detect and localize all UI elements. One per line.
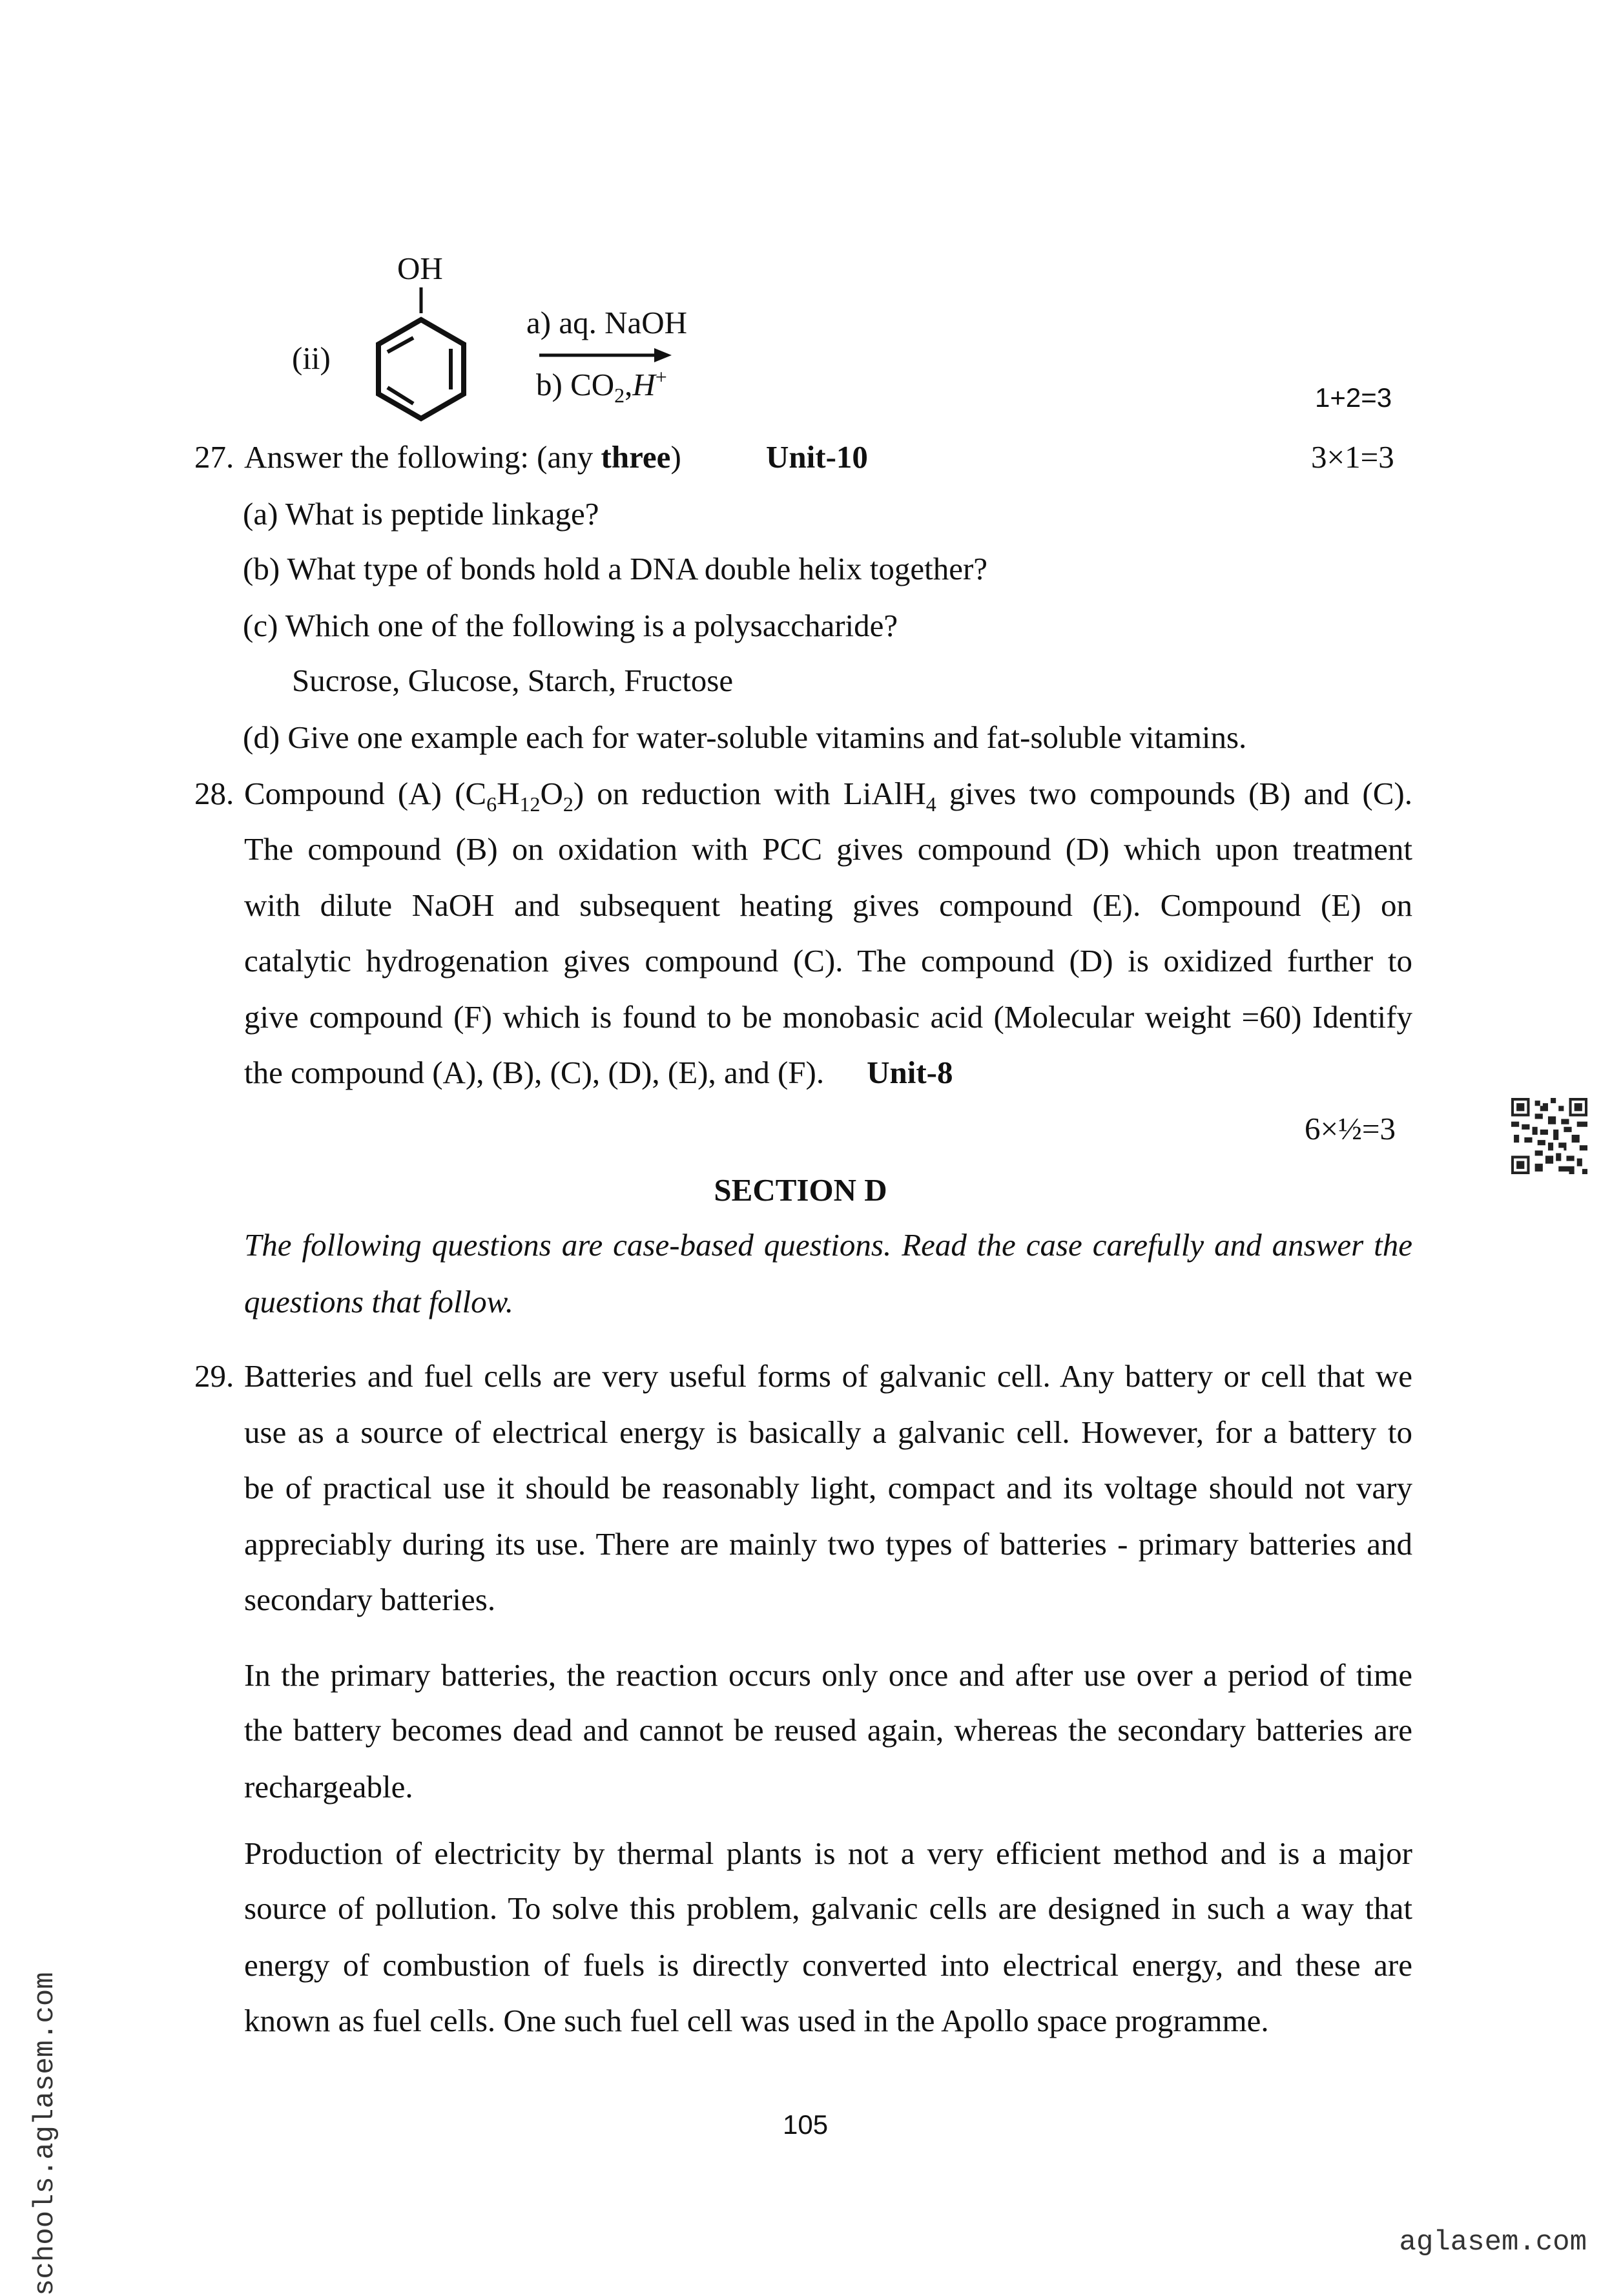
q27-item-c: (c) Which one of the following is a polysaccharide? bbox=[243, 608, 898, 643]
q27-unit: Unit-10 bbox=[766, 439, 868, 475]
q27-item-b: (b) What type of bonds hold a DNA double helix together? bbox=[243, 551, 988, 586]
q29-p1-line: use as a source of electrical energy is basically a galvanic cell. However, for a battery to bbox=[244, 1414, 1412, 1450]
reaction-arrow bbox=[539, 346, 672, 365]
superscript: + bbox=[655, 365, 667, 389]
q28-number: 28. bbox=[194, 776, 234, 811]
q29-number: 29. bbox=[194, 1358, 234, 1394]
q29-p2-line: the battery becomes dead and cannot be reused again, whereas the secondary batteries are bbox=[244, 1712, 1412, 1748]
text: H bbox=[497, 776, 520, 811]
intro-close: ) bbox=[670, 439, 681, 475]
h-ion: H bbox=[632, 367, 656, 402]
comma: , bbox=[625, 367, 633, 402]
q27-number: 27. bbox=[194, 439, 234, 475]
q28-line: give compound (F) which is found to be monobasic acid (Molecular weight =60) Identify bbox=[244, 999, 1412, 1035]
subscript: 2 bbox=[614, 383, 625, 407]
oh-label: OH bbox=[397, 251, 443, 286]
text: Compound (A) (C bbox=[244, 776, 487, 811]
q29-p1-line: secondary batteries. bbox=[244, 1582, 496, 1617]
q28-line: catalytic hydrogenation gives compound (C). The compound (D) is oxidized further to bbox=[244, 943, 1412, 978]
benzene-ring-structure bbox=[368, 287, 471, 423]
q29-p3-line: source of pollution. To solve this problem, galvanic cells are designed in such a way that bbox=[244, 1890, 1412, 1926]
q26-marks: 1+2=3 bbox=[1315, 382, 1392, 413]
intro-text: Answer the following: (any bbox=[244, 439, 601, 475]
reagent-b-text: b) CO bbox=[536, 367, 615, 402]
q27-item-a: (a) What is peptide linkage? bbox=[243, 496, 599, 532]
watermark-bottom: aglasem.com bbox=[1399, 2226, 1587, 2259]
section-title: SECTION D bbox=[714, 1172, 887, 1208]
qr-code-icon[interactable] bbox=[1511, 1098, 1587, 1174]
reagent-a: a) aq. NaOH bbox=[526, 305, 687, 340]
q28-last-line bbox=[244, 1053, 953, 1092]
section-instructions: The following questions are case-based questions. Read the case carefully and answer the bbox=[244, 1227, 1412, 1263]
text: the compound (A), (B), (C), (D), (E), and (F). bbox=[244, 1055, 825, 1090]
q28-line: with dilute NaOH and subsequent heating gives compound (E). Compound (E) on bbox=[244, 887, 1412, 923]
q29-p3-line: Production of electricity by thermal plants is not a very efficient method and is a major bbox=[244, 1836, 1412, 1871]
subscript: 12 bbox=[519, 792, 541, 816]
q27-intro bbox=[244, 438, 681, 477]
subscript: 6 bbox=[486, 792, 497, 816]
q28-unit: Unit-8 bbox=[867, 1055, 953, 1090]
subscript: 4 bbox=[925, 792, 936, 816]
subpart-label: (ii) bbox=[292, 340, 331, 376]
text: ) on reduction with LiAlH bbox=[573, 776, 926, 811]
q29-p2-line: rechargeable. bbox=[244, 1769, 413, 1805]
subscript: 2 bbox=[563, 792, 573, 816]
text: O bbox=[540, 776, 563, 811]
text: gives two compounds (B) and (C). bbox=[936, 776, 1413, 811]
q27-marks: 3×1=3 bbox=[1311, 439, 1394, 475]
watermark-side: schools.aglasem.com bbox=[29, 1972, 61, 2296]
reagent-b bbox=[536, 365, 667, 407]
q29-p2-line: In the primary batteries, the reaction occurs only once and after use over a period of time bbox=[244, 1657, 1412, 1693]
q29-p1-line: be of practical use it should be reasonably light, compact and its voltage should not vary bbox=[244, 1470, 1412, 1505]
q29-p3-line: energy of combustion of fuels is directly converted into electrical energy, and these are bbox=[244, 1947, 1412, 1983]
section-instructions: questions that follow. bbox=[244, 1284, 513, 1319]
q29-p1-line: appreciably during its use. There are mainly two types of batteries - primary batteries and bbox=[244, 1526, 1412, 1562]
intro-bold: three bbox=[601, 439, 671, 475]
q28-marks: 6×½=3 bbox=[1305, 1111, 1396, 1146]
q28-line: The compound (B) on oxidation with PCC gives compound (D) which upon treatment bbox=[244, 831, 1412, 867]
page-number: 105 bbox=[783, 2109, 829, 2140]
q29-p3-line: known as fuel cells. One such fuel cell was used in the Apollo space programme. bbox=[244, 2003, 1269, 2038]
q27-item-d: (d) Give one example each for water-soluble vitamins and fat-soluble vitamins. bbox=[243, 719, 1247, 755]
q27-item-c-options: Sucrose, Glucose, Starch, Fructose bbox=[292, 663, 734, 698]
q29-p1-line: Batteries and fuel cells are very useful forms of galvanic cell. Any battery or cell that we bbox=[244, 1358, 1412, 1394]
q28-line bbox=[244, 774, 1413, 816]
